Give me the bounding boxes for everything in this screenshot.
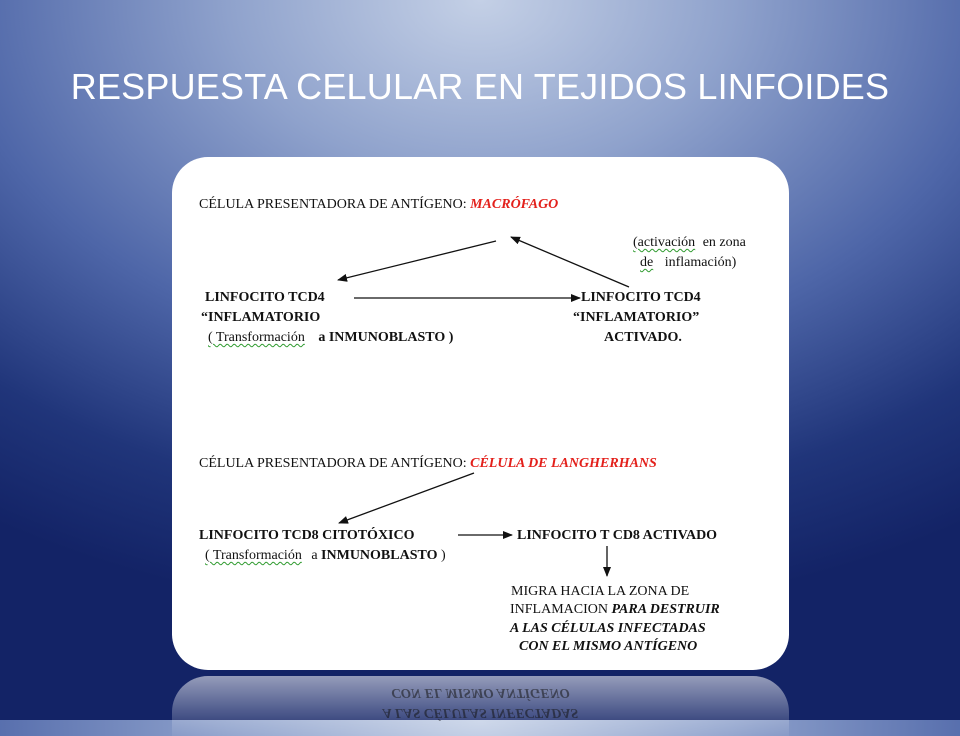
- preposition-a: a: [311, 548, 318, 563]
- migra-line1: MIGRA HACIA LA ZONA DE: [511, 584, 690, 599]
- arrow-langerhans-to-tcd8: [339, 473, 474, 523]
- activation-note-line1: [633, 235, 746, 251]
- section2-header-label: CÉLULA PRESENTADORA DE ANTÍGENO:: [199, 456, 467, 471]
- right-tcd4-line1: LINFOCITO TCD4: [581, 290, 701, 305]
- activation-note-de: de: [640, 255, 654, 270]
- left-tcd4-line3: [208, 330, 453, 346]
- section1-header-value: MACRÓFAGO: [470, 197, 559, 212]
- left-tcd8-line1: LINFOCITO TCD8 CITOTÓXICO: [199, 528, 415, 543]
- inmunoblasto-label-2: INMUNOBLASTO: [321, 548, 438, 563]
- transformacion-label-2: ( Transformación: [205, 548, 302, 563]
- migra-para-destruir: PARA DESTRUIR: [611, 602, 720, 617]
- panel-reflection: [172, 676, 789, 736]
- migra-line2: [510, 602, 720, 618]
- arrow-to-left-tcd4: [338, 241, 496, 280]
- right-tcd4-line2: “INFLAMATORIO”: [573, 310, 700, 325]
- reflection-line1: CON EL MISMO ANTÍGENO: [391, 685, 570, 700]
- activation-note-inflamacion: inflamación): [664, 255, 737, 270]
- left-tcd8-line2: [205, 548, 446, 564]
- closing-paren: ): [440, 548, 446, 563]
- reflection-line2: A LAS CÉLULAS INFECTADAS: [382, 705, 579, 720]
- arrow-to-macrofago: [511, 237, 629, 287]
- migra-inflamacion: INFLAMACION: [510, 602, 608, 617]
- left-tcd4-line2: “INFLAMATORIO: [201, 310, 321, 325]
- section1-header: [199, 197, 558, 213]
- activation-note-text: en zona: [702, 235, 746, 250]
- activation-note-word: (activación: [633, 235, 696, 250]
- right-tcd8-line1: LINFOCITO T CD8 ACTIVADO: [517, 528, 718, 543]
- content-panel: [172, 157, 789, 670]
- activation-note-line2: [640, 255, 736, 271]
- diagram-arrows: [172, 157, 789, 670]
- transformacion-label: ( Transformación: [208, 330, 305, 345]
- right-tcd4-line3: ACTIVADO.: [604, 330, 682, 345]
- section2-header: [199, 456, 657, 472]
- migra-line3: A LAS CÉLULAS INFECTADAS: [510, 621, 706, 636]
- section1-header-label: CÉLULA PRESENTADORA DE ANTÍGENO:: [199, 197, 467, 212]
- left-tcd4-line1: LINFOCITO TCD4: [205, 290, 325, 305]
- inmunoblasto-label: a INMUNOBLASTO ): [318, 330, 454, 345]
- migra-line4: CON EL MISMO ANTÍGENO: [519, 639, 698, 654]
- slide-title: RESPUESTA CELULAR EN TEJIDOS LINFOIDES: [70, 66, 890, 107]
- section2-header-value: CÉLULA DE LANGHERHANS: [470, 456, 657, 471]
